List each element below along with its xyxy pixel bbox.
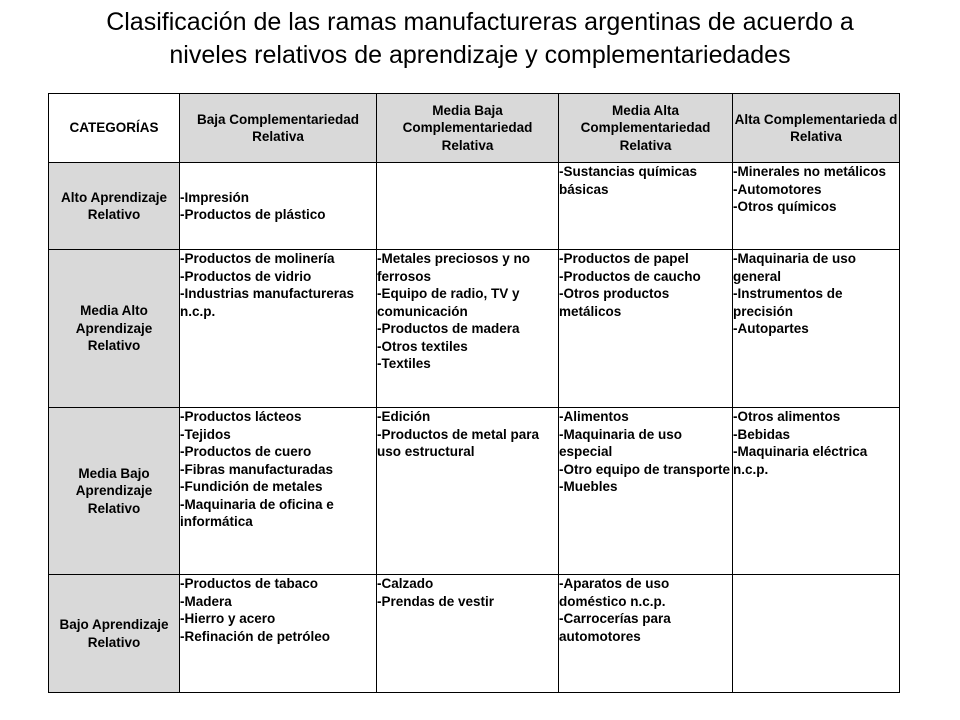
table-cell — [377, 575, 559, 693]
table-cell — [559, 163, 733, 250]
table-row — [49, 250, 900, 408]
table-cell — [733, 250, 900, 408]
list-item: -Bebidas — [733, 426, 791, 442]
table-cell — [180, 250, 377, 408]
table-cell — [180, 408, 377, 575]
list-item: -Impresión — [180, 189, 250, 205]
list-item: -Alimentos — [559, 409, 629, 424]
list-item: -Fibras manufacturadas — [180, 461, 334, 477]
table-row — [49, 575, 900, 693]
table-cell — [733, 408, 900, 575]
list-item: -Otros alimentos — [733, 409, 841, 424]
list-item: -Muebles — [559, 479, 618, 494]
list-item: -Maquinaria eléctrica n.c.p. — [733, 444, 868, 477]
table-cell-empty — [377, 163, 559, 250]
table-cell — [559, 408, 733, 575]
header-alta-complementariedad: Alta Complementarieda d Relativa — [733, 94, 900, 163]
list-item: -Minerales no metálicos — [733, 164, 887, 179]
header-categorias: CATEGORÍAS — [49, 94, 180, 163]
row-header-media-alto: Media Alto Aprendizaje Relativo — [49, 250, 180, 408]
list-item: -Autopartes — [733, 321, 809, 336]
row-header-alto: Alto Aprendizaje Relativo — [49, 163, 180, 250]
table-cell — [559, 250, 733, 408]
row-header-media-bajo: Media Bajo Aprendizaje Relativo — [49, 408, 180, 575]
list-item: -Aparatos de uso doméstico n.c.p. — [559, 576, 670, 609]
list-item: -Maquinaria de uso especial — [559, 426, 683, 459]
list-item: -Carrocerías para automotores — [559, 611, 671, 644]
list-item: -Automotores — [733, 181, 822, 197]
page-title — [0, 6, 960, 72]
title-line-1: Clasificación de las ramas manufactureras argentinas de acuerdo a — [106, 8, 854, 36]
list-item: -Productos de plástico — [180, 207, 326, 222]
table-cell — [733, 163, 900, 250]
list-item: -Industrias manufactureras n.c.p. — [180, 286, 355, 319]
list-item: -Sustancias químicas básicas — [559, 164, 698, 197]
header-media-alta-complementariedad: Media Alta Complementariedad Relativa — [559, 94, 733, 163]
table-row — [49, 163, 900, 250]
list-item: -Edición — [377, 409, 431, 424]
list-item: -Madera — [180, 593, 232, 609]
list-item: -Calzado — [377, 576, 434, 591]
list-item: -Equipo de radio, TV y comunicación — [377, 286, 520, 319]
list-item: -Fundición de metales — [180, 479, 323, 494]
list-item: -Maquinaria de oficina e informática — [180, 496, 334, 529]
list-item: -Productos de molinería — [180, 251, 335, 266]
list-item: -Maquinaria de uso general — [733, 251, 857, 284]
list-item: -Metales preciosos y no ferrosos — [377, 251, 531, 284]
list-item: -Productos de papel — [559, 251, 689, 266]
list-item: -Otros productos metálicos — [559, 286, 670, 319]
header-row — [49, 94, 900, 163]
table-cell-empty — [733, 575, 900, 693]
list-item: -Productos de cuero — [180, 444, 312, 459]
list-item: -Productos de vidrio — [180, 268, 312, 284]
table-cell — [180, 575, 377, 693]
list-item: -Prendas de vestir — [377, 593, 495, 609]
list-item: -Refinación de petróleo — [180, 628, 331, 644]
header-baja-complementariedad: Baja Complementariedad Relativa — [180, 94, 377, 163]
table-cell — [377, 250, 559, 408]
list-item: -Otro equipo de transporte — [559, 461, 731, 477]
list-item: -Productos de tabaco — [180, 576, 319, 591]
list-item: -Productos lácteos — [180, 409, 302, 424]
list-item: -Productos de metal para uso estructural — [377, 426, 540, 459]
list-item: -Tejidos — [180, 426, 231, 442]
list-item: -Productos de caucho — [559, 268, 701, 284]
row-header-bajo: Bajo Aprendizaje Relativo — [49, 575, 180, 693]
list-item: -Productos de madera — [377, 321, 520, 336]
list-item: -Instrumentos de precisión — [733, 286, 843, 319]
list-item: -Textiles — [377, 356, 431, 371]
classification-table — [48, 93, 900, 693]
list-item: -Otros textiles — [377, 338, 468, 354]
table-cell — [559, 575, 733, 693]
table-cell — [377, 408, 559, 575]
header-media-baja-complementariedad: Media Baja Complementariedad Relativa — [377, 94, 559, 163]
table-cell — [180, 163, 377, 250]
title-line-2: niveles relativos de aprendizaje y complementariedades — [169, 41, 791, 69]
table-row — [49, 408, 900, 575]
list-item: -Hierro y acero — [180, 611, 276, 626]
list-item: -Otros químicos — [733, 199, 837, 214]
